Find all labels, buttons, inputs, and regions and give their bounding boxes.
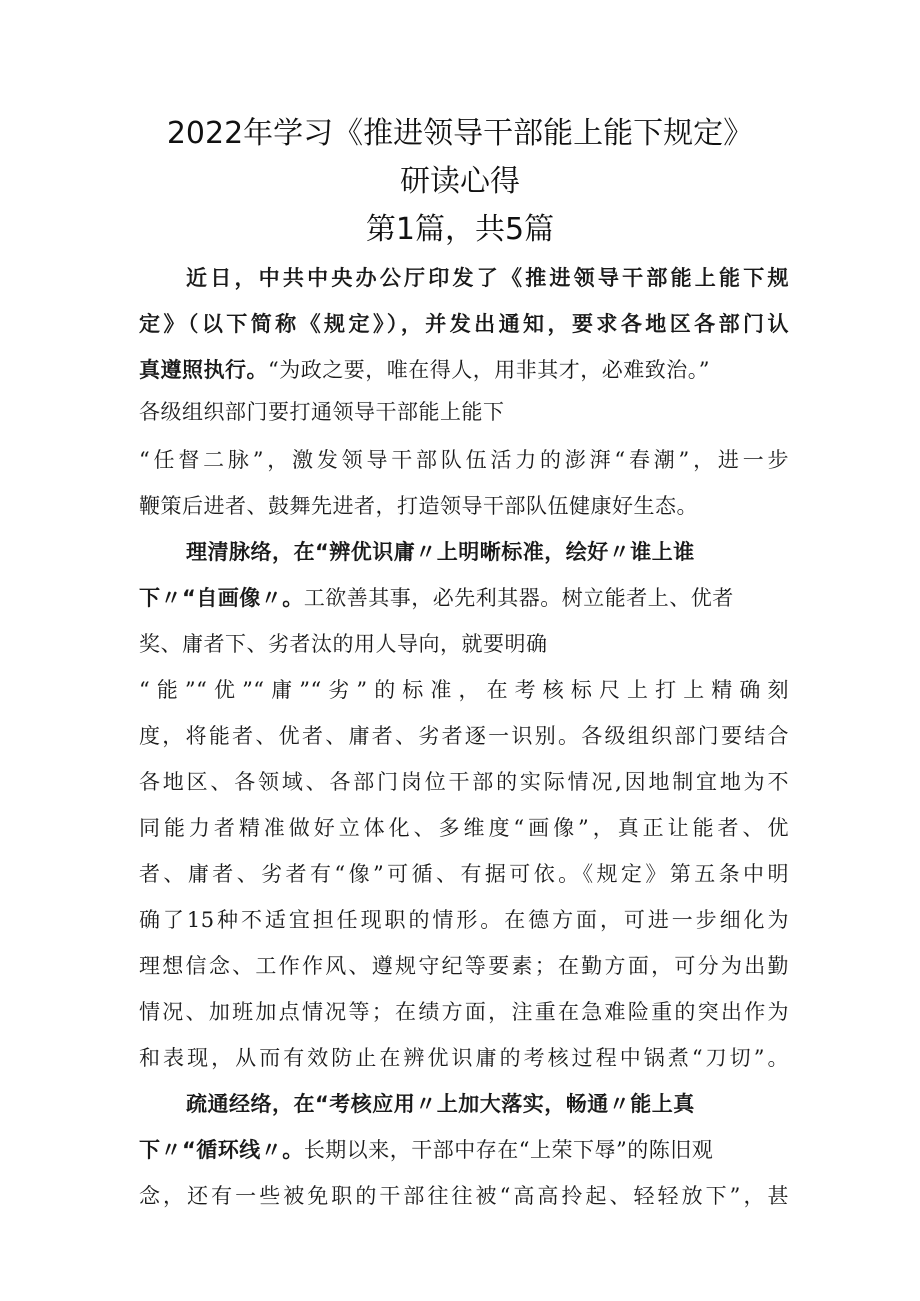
p1-line-5: “任督二脉”，激发领导干部队伍活力的澎湃“春潮”，进一步 <box>139 448 789 472</box>
p2-line-9: 确了15种不适宜担任现职的情形。在德方面，可进一步细化为 <box>139 908 789 932</box>
document-title-line-2: 研读心得 <box>400 164 520 199</box>
p1-line-3-bold: 真遵照执行。 <box>139 358 268 382</box>
p2-line-2-rest: 工欲善其事，必先利其器。树立能者上、优者 <box>303 586 734 610</box>
p3-line-2-bold: 下〃“循环线〃。 <box>139 1138 304 1162</box>
p1-line-3 <box>139 352 789 388</box>
p2-line-6: 各地区、各领域、各部门岗位干部的实际情况,因地制宜地为不 <box>139 770 789 794</box>
p2-line-10: 理想信念、工作作风、遵规守纪等要素；在勤方面，可分为出勤 <box>139 954 789 978</box>
p2-line-4: “能”“优”“庸”“劣”的标准，在考核标尺上打上精确刻 <box>139 678 789 702</box>
p2-line-12: 和表现，从而有效防止在辨优识庸的考核过程中锅煮“刀切”。 <box>139 1046 789 1070</box>
p3-line-1: 疏通经络，在“考核应用〃上加大落实，畅通〃能上真 <box>186 1092 695 1116</box>
document-part-indicator: 第1篇，共5篇 <box>365 212 555 247</box>
p1-line-2: 定》（以下简称《规定》），并发出通知，要求各地区各部门认 <box>139 312 789 336</box>
p2-line-3: 奖、庸者下、劣者汰的用人导向，就要明确 <box>139 632 548 656</box>
p1-line-1: 近日，中共中央办公厅印发了《推进领导干部能上能下规 <box>186 266 789 290</box>
p2-line-2 <box>139 580 789 616</box>
p2-line-7: 同能力者精准做好立体化、多维度“画像”，真正让能者、优 <box>139 816 789 840</box>
p1-line-6: 鞭策后进者、鼓舞先进者，打造领导干部队伍健康好生态。 <box>139 494 698 518</box>
p2-line-2-bold: 下〃“自画像〃。 <box>139 586 304 610</box>
p1-line-3-rest: “为政之要，唯在得人，用非其才，必难致治。” <box>268 358 710 382</box>
p2-line-11: 情况、加班加点情况等；在绩方面，注重在急难险重的突出作为 <box>139 1000 789 1024</box>
p3-line-2-rest: 长期以来，干部中存在“上荣下辱”的陈旧观 <box>303 1138 714 1162</box>
p2-line-1: 理清脉络，在“辨优识庸〃上明晰标准，绘好〃谁上谁 <box>186 540 695 564</box>
p3-line-2 <box>139 1132 789 1168</box>
p3-line-3: 念，还有一些被免职的干部往往被“高高拎起、轻轻放下”，甚 <box>139 1184 789 1208</box>
p2-line-8: 者、庸者、劣者有“像”可循、有据可依。《规定》第五条中明 <box>139 862 789 886</box>
p2-line-5: 度，将能者、优者、庸者、劣者逐一识别。各级组织部门要结合 <box>139 724 789 748</box>
p1-line-4: 各级组织部门要打通领导干部能上能下 <box>139 400 505 424</box>
document-title-line-1: 2022年学习《推进领导干部能上能下规定》 <box>166 116 754 151</box>
